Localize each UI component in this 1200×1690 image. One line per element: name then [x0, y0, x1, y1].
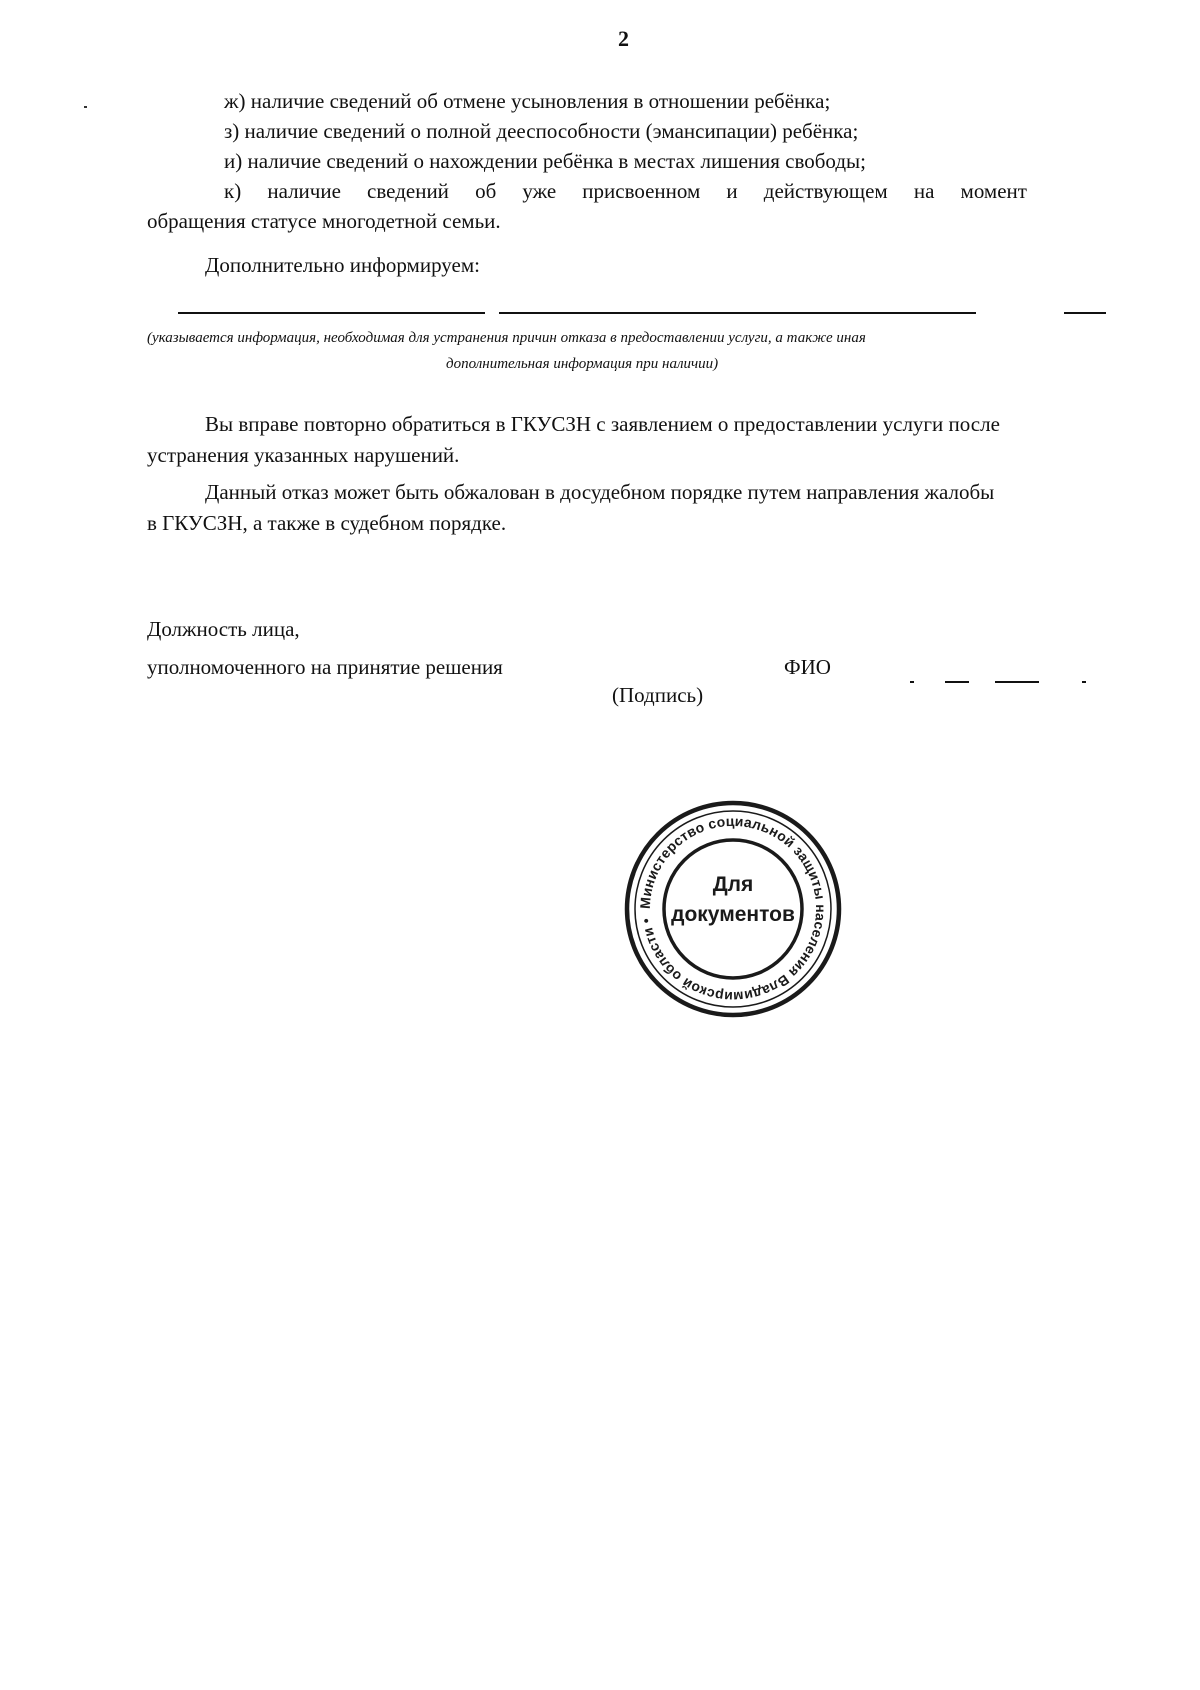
- stamp-center-line-1: Для: [712, 873, 754, 896]
- paragraph-2-line-2: в ГКУСЗН, а также в судебном порядке.: [147, 511, 507, 535]
- stamp-center-line-2: документов: [671, 903, 795, 926]
- list-item-k-word: сведений: [367, 179, 449, 203]
- signatory-position-line-2: уполномоченного на принятие решения: [147, 655, 503, 679]
- list-item-zh: ж) наличие сведений об отмене усыновления в отношении ребёнка;: [224, 89, 831, 113]
- paragraph-2-line-1: Данный отказ может быть обжалован в досудебном порядке путем направления жалобы: [205, 480, 995, 504]
- list-item-z: з) наличие сведений о полной дееспособности (эмансипации) ребёнка;: [224, 119, 859, 143]
- hint-line-1: (указывается информация, необходимая для устранения причин отказа в предоставлении услуги, а также иная: [147, 330, 866, 346]
- stamp-ring-text: Министерство социальной защиты населения Владимирской области •: [636, 812, 830, 1006]
- dash-1: [910, 681, 914, 683]
- list-item-k-line2: обращения статусе многодетной семьи.: [147, 209, 501, 233]
- signature-caption: (Подпись): [612, 683, 704, 707]
- list-item-k-word: наличие: [267, 179, 341, 203]
- paragraph-1-line-1: Вы вправе повторно обратиться в ГКУСЗН с заявлением о предоставлении услуги после: [205, 412, 1000, 436]
- list-item-k-word: к): [224, 179, 242, 203]
- additional-info-label: Дополнительно информируем:: [205, 253, 480, 277]
- list-item-k-word: об: [475, 179, 497, 203]
- fill-in-line-1: [178, 312, 485, 314]
- list-item-k-word: действующем: [763, 179, 888, 203]
- stamp-center-text: [622, 870, 844, 930]
- fill-in-line-3: [1064, 312, 1106, 314]
- hint-line-2: дополнительная информация при наличии): [446, 356, 719, 372]
- fio-label: ФИО: [784, 655, 831, 679]
- list-item-k-word: на: [913, 179, 935, 203]
- fill-in-line-2: [499, 312, 976, 314]
- list-item-i: и) наличие сведений о нахождении ребёнка в местах лишения свободы;: [224, 149, 866, 173]
- scan-artifact-dot: [84, 106, 87, 108]
- dash-4: [1082, 681, 1086, 683]
- page-number: 2: [618, 26, 629, 51]
- paragraph-1-line-2: устранения указанных нарушений.: [147, 443, 460, 467]
- signatory-position-line-1: Должность лица,: [147, 617, 300, 641]
- list-item-k-word: присвоенном: [582, 179, 701, 203]
- official-stamp: [622, 798, 844, 1020]
- dash-2: [945, 681, 969, 683]
- list-item-k-line1: [224, 181, 1027, 202]
- list-item-k-word: уже: [522, 179, 557, 203]
- list-item-k-word: момент: [960, 179, 1027, 203]
- dash-3: [995, 681, 1039, 683]
- list-item-k-word: и: [726, 179, 738, 203]
